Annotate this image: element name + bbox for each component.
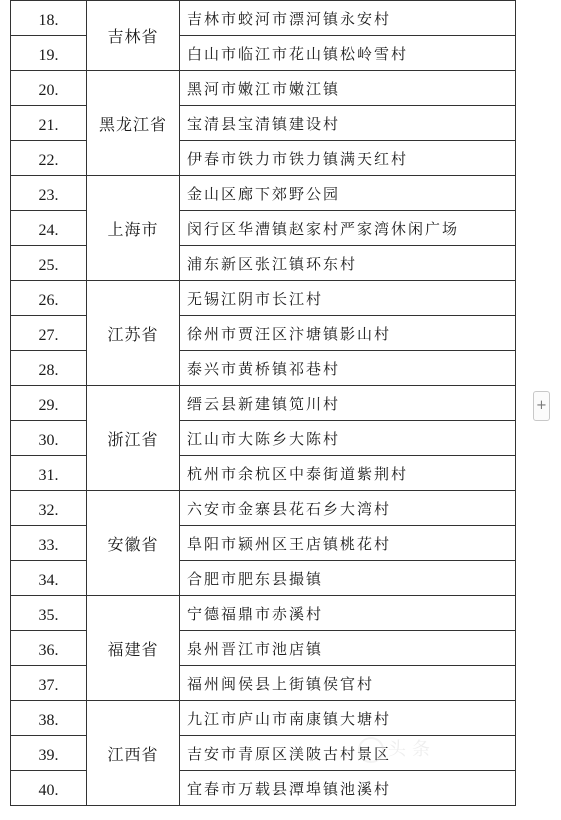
province-cell: 安徽省	[87, 491, 180, 596]
place-cell: 缙云县新建镇笕川村	[180, 386, 516, 421]
place-cell: 徐州市贾汪区汴塘镇影山村	[180, 316, 516, 351]
table-row	[11, 596, 516, 631]
row-number: 28.	[38, 362, 59, 379]
row-number-cell	[11, 106, 87, 141]
row-number: 19.	[38, 47, 59, 64]
table-row	[11, 526, 516, 561]
place-cell: 宜春市万载县潭埠镇池溪村	[180, 771, 516, 806]
row-number: 26.	[38, 292, 59, 309]
table-row	[11, 666, 516, 701]
row-number: 35.	[38, 607, 59, 624]
row-number: 23.	[38, 187, 59, 204]
row-number: 27.	[38, 327, 59, 344]
place-cell: 杭州市余杭区中泰街道紫荆村	[180, 456, 516, 491]
table-row	[11, 176, 516, 211]
place-cell: 浦东新区张江镇环东村	[180, 246, 516, 281]
row-number-cell	[11, 666, 87, 701]
table-row	[11, 421, 516, 456]
table-row	[11, 631, 516, 666]
row-number: 24.	[38, 222, 59, 239]
row-number-cell	[11, 701, 87, 736]
row-number: 32.	[38, 502, 59, 519]
row-number-cell	[11, 246, 87, 281]
table-row	[11, 246, 516, 281]
row-number-cell	[11, 596, 87, 631]
row-number: 31.	[38, 467, 59, 484]
row-number-cell	[11, 281, 87, 316]
province-cell: 江西省	[87, 701, 180, 806]
province-cell: 浙江省	[87, 386, 180, 491]
watermark	[358, 735, 436, 763]
row-number: 20.	[38, 82, 59, 99]
table-row	[11, 456, 516, 491]
row-number: 36.	[38, 642, 59, 659]
row-number-cell	[11, 71, 87, 106]
place-cell: 吉林市蛟河市漂河镇永安村	[180, 1, 516, 36]
place-cell: 九江市庐山市南康镇大塘村	[180, 701, 516, 736]
row-number-cell	[11, 771, 87, 806]
place-cell: 金山区廊下郊野公园	[180, 176, 516, 211]
place-cell: 阜阳市颍州区王店镇桃花村	[180, 526, 516, 561]
place-cell: 六安市金寨县花石乡大湾村	[180, 491, 516, 526]
row-number-cell	[11, 1, 87, 36]
village-list-table	[10, 0, 516, 806]
place-cell: 白山市临江市花山镇松岭雪村	[180, 36, 516, 71]
row-number-cell	[11, 736, 87, 771]
province-cell: 福建省	[87, 596, 180, 701]
table-row	[11, 316, 516, 351]
table-row	[11, 561, 516, 596]
place-cell: 宝清县宝清镇建设村	[180, 106, 516, 141]
watermark-logo-icon	[358, 737, 384, 763]
place-cell: 黑河市嫩江市嫩江镇	[180, 71, 516, 106]
row-number-cell	[11, 526, 87, 561]
row-number: 25.	[38, 257, 59, 274]
table-row	[11, 386, 516, 421]
row-number: 21.	[38, 117, 59, 134]
row-number: 34.	[38, 572, 59, 589]
table-row	[11, 736, 516, 771]
table-row	[11, 141, 516, 176]
row-number-cell	[11, 141, 87, 176]
place-cell: 宁德福鼎市赤溪村	[180, 596, 516, 631]
row-number-cell	[11, 561, 87, 596]
row-number-cell	[11, 211, 87, 246]
place-cell: 泰兴市黄桥镇祁巷村	[180, 351, 516, 386]
place-cell: 合肥市肥东县撮镇	[180, 561, 516, 596]
table-row	[11, 36, 516, 71]
province-cell: 江苏省	[87, 281, 180, 386]
row-number: 18.	[38, 12, 59, 29]
place-cell: 江山市大陈乡大陈村	[180, 421, 516, 456]
row-number-cell	[11, 421, 87, 456]
row-number: 29.	[38, 397, 59, 414]
row-number: 30.	[38, 432, 59, 449]
table-row	[11, 771, 516, 806]
row-number-cell	[11, 316, 87, 351]
table-row	[11, 701, 516, 736]
place-cell: 泉州晋江市池店镇	[180, 631, 516, 666]
table-row	[11, 351, 516, 386]
row-number-cell	[11, 36, 87, 71]
watermark-text: 头条	[388, 739, 436, 760]
place-cell: 无锡江阴市长江村	[180, 281, 516, 316]
table-row	[11, 491, 516, 526]
row-number: 22.	[38, 152, 59, 169]
table-row	[11, 1, 516, 36]
expand-plus-button[interactable]: +	[533, 391, 550, 421]
province-cell: 黑龙江省	[87, 71, 180, 176]
row-number: 40.	[38, 782, 59, 799]
row-number-cell	[11, 631, 87, 666]
row-number-cell	[11, 351, 87, 386]
province-cell: 吉林省	[87, 1, 180, 71]
row-number-cell	[11, 456, 87, 491]
row-number: 39.	[38, 747, 59, 764]
province-cell: 上海市	[87, 176, 180, 281]
row-number: 37.	[38, 677, 59, 694]
place-cell: 闵行区华漕镇赵家村严家湾休闲广场	[180, 211, 516, 246]
table-row	[11, 71, 516, 106]
row-number-cell	[11, 386, 87, 421]
table-body	[11, 1, 516, 806]
place-cell: 吉安市青原区渼陂古村景区	[180, 736, 516, 771]
place-cell: 福州闽侯县上街镇侯官村	[180, 666, 516, 701]
row-number: 33.	[38, 537, 59, 554]
row-number: 38.	[38, 712, 59, 729]
row-number-cell	[11, 491, 87, 526]
table-row	[11, 106, 516, 141]
table-row	[11, 281, 516, 316]
row-number-cell	[11, 176, 87, 211]
table-row	[11, 211, 516, 246]
place-cell: 伊春市铁力市铁力镇满天红村	[180, 141, 516, 176]
